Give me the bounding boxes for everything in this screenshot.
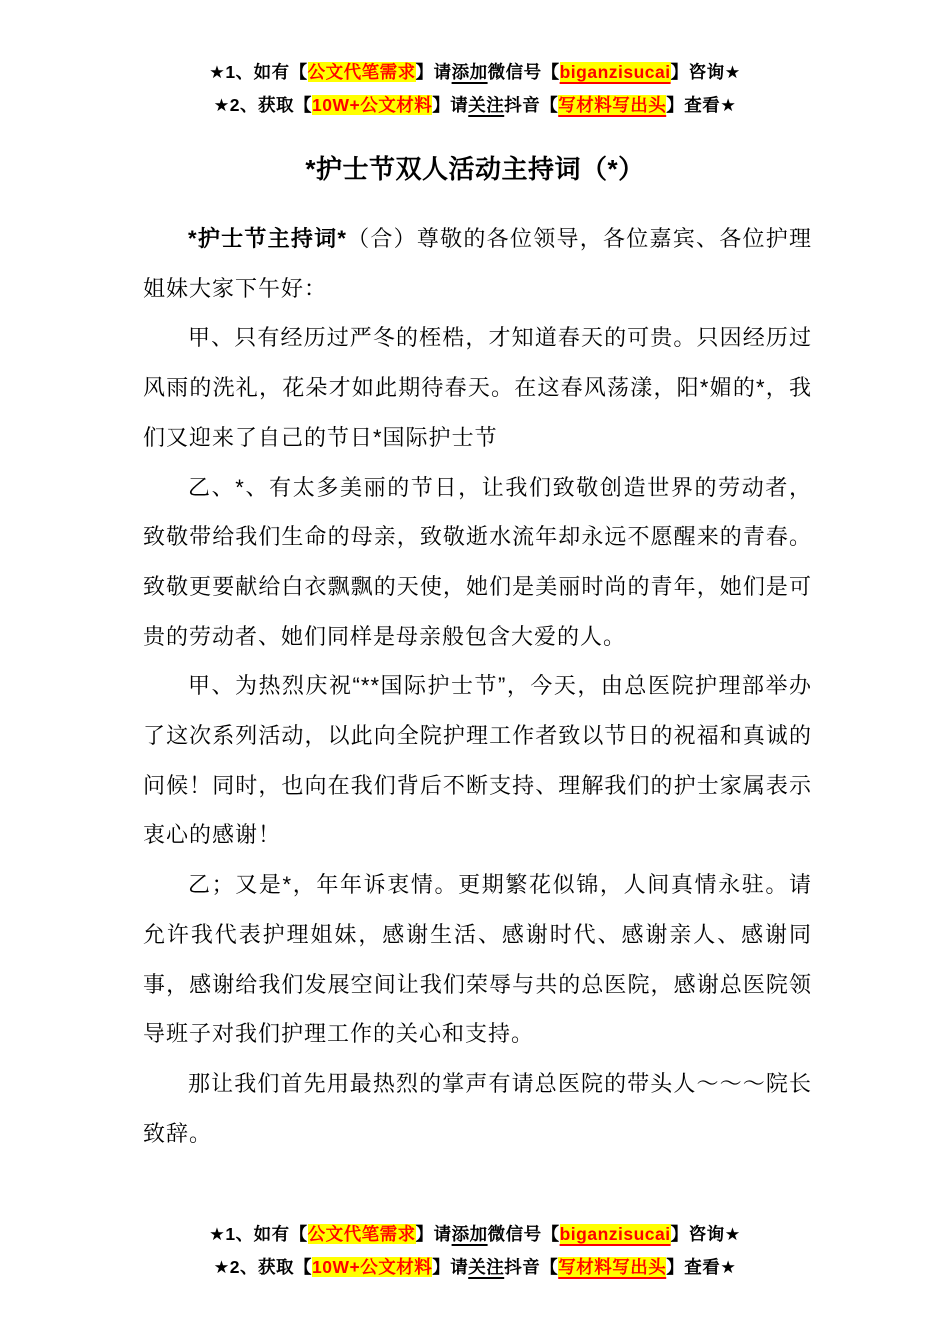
text-segment: biganzisucai <box>559 1224 671 1244</box>
text-segment: ★2、获取【 <box>213 95 312 115</box>
text-segment: 甲、只有经历过严冬的桎梏，才知道春天的可贵。只因经历过风雨的洗礼，花朵才如此期待春天。在这春风荡漾，阳*媚的*，我们又迎来了自己的节日*国际护士节 <box>143 325 812 450</box>
text-segment: ★2、获取【 <box>213 1257 312 1277</box>
paragraph-6 <box>143 1059 812 1158</box>
text-segment: 10W+公文材料 <box>312 1257 433 1277</box>
paragraph-2 <box>143 313 812 462</box>
promo-footer <box>0 1218 950 1284</box>
text-segment: 关注 <box>468 1257 505 1277</box>
text-segment: 添加 <box>451 1224 488 1244</box>
promo-footer-line-2 <box>0 1251 950 1284</box>
text-segment: 关注 <box>468 95 505 115</box>
text-segment: 】查看★ <box>666 95 737 115</box>
text-segment: 公文代笔需求 <box>307 1224 416 1244</box>
document-title: *护士节双人活动主持词（*） <box>305 154 645 184</box>
promo-header-line-1 <box>0 56 950 89</box>
text-segment: 那让我们首先用最热烈的掌声有请总医院的带头人～～～院长致辞。 <box>143 1070 812 1146</box>
text-segment: 】请 <box>415 1224 452 1244</box>
paragraph-4 <box>143 661 812 860</box>
text-segment: 10W+公文材料 <box>312 95 433 115</box>
text-segment: 】查看★ <box>666 1257 737 1277</box>
text-segment: ★1、如有【 <box>209 1224 308 1244</box>
paragraph-3 <box>143 463 812 662</box>
promo-header <box>0 0 950 122</box>
text-segment: 抖音【 <box>504 1257 559 1277</box>
text-segment: *护士节主持词* <box>188 226 347 251</box>
document-body <box>143 214 812 1158</box>
promo-footer-line-1 <box>0 1218 950 1251</box>
text-segment: 写材料写出头 <box>558 95 667 115</box>
text-segment: 】请 <box>432 1257 469 1277</box>
text-segment: 】请 <box>415 62 452 82</box>
text-segment: 】咨询★ <box>670 62 741 82</box>
text-segment: 抖音【 <box>504 95 559 115</box>
text-segment: 微信号【 <box>487 1224 560 1244</box>
text-segment: 】咨询★ <box>670 1224 741 1244</box>
text-segment: （合）尊敬的各位领导，各位嘉宾、各位护理姐妹大家下午好： <box>143 226 812 301</box>
text-segment: 乙；又是*，年年诉衷情。更期繁花似锦，人间真情永驻。请允许我代表护理姐妹，感谢生活、感谢时代、感谢亲人、感谢同事，感谢给我们发展空间让我们荣辱与共的总医院，感谢总医院领导班子对我们护理工作的关心和支持。 <box>143 872 812 1047</box>
paragraph-1 <box>143 214 812 313</box>
text-segment: 乙、*、有太多美丽的节日，让我们致敬创造世界的劳动者，致敬带给我们生命的母亲，致敬逝水流年却永远不愿醒来的青春。致敬更要献给白衣飘飘的天使，她们是美丽时尚的青年，她们是可贵的劳动者、她们同样是母亲般包含大爱的人。 <box>143 474 812 649</box>
text-segment: biganzisucai <box>559 62 671 82</box>
text-segment: ★1、如有【 <box>209 62 308 82</box>
promo-header-line-2 <box>0 89 950 122</box>
text-segment: 】请 <box>432 95 469 115</box>
text-segment: 甲、为热烈庆祝“**国际护士节”，今天，由总医院护理部举办了这次系列活动，以此向全院护理工作者致以节日的祝福和真诚的问候！同时，也向在我们背后不断支持、理解我们的护士家属表示衷心的感谢！ <box>143 673 812 848</box>
text-segment: 写材料写出头 <box>558 1257 667 1277</box>
text-segment: 添加 <box>451 62 488 82</box>
text-segment: 公文代笔需求 <box>307 62 416 82</box>
paragraph-5 <box>143 860 812 1059</box>
text-segment: 微信号【 <box>487 62 560 82</box>
